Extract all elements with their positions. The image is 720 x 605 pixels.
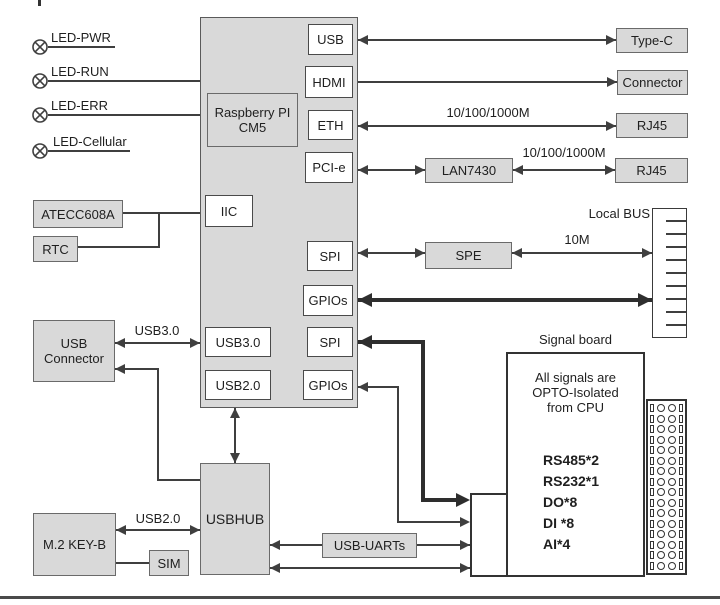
port-pcie	[305, 152, 353, 183]
rj45-bottom-label: RJ45	[636, 163, 667, 178]
connector-pin	[666, 246, 686, 248]
m2-keyb-label: M.2 KEY-B	[42, 537, 107, 552]
terminal-row	[650, 457, 683, 465]
arrowhead	[606, 121, 616, 131]
port-gpios-top	[303, 285, 353, 316]
port-usb2-label: USB2.0	[215, 377, 261, 393]
usb-connector-box	[33, 320, 115, 382]
connector-pin	[666, 285, 686, 287]
led-cellular-label: LED-Cellular	[53, 134, 127, 149]
led-run-label: LED-RUN	[51, 64, 109, 79]
arrowhead	[358, 121, 368, 131]
arrowhead	[607, 77, 617, 87]
sim-label: SIM	[157, 555, 181, 571]
terminal-row	[650, 530, 683, 538]
usb3-link-line	[115, 342, 200, 344]
cutoff-text-fragment	[38, 0, 41, 6]
usbhub-box	[200, 463, 270, 575]
lan7430-box	[425, 158, 513, 183]
sim-box	[149, 550, 189, 576]
port-eth	[308, 110, 353, 140]
connector-pin	[666, 220, 686, 222]
arrowhead	[270, 563, 280, 573]
atecc-iic-line	[123, 212, 206, 214]
gpios-localbus-line	[358, 298, 652, 302]
led-cellular-line	[48, 150, 130, 152]
arrowhead	[230, 408, 240, 418]
spi2-line-h2	[421, 498, 458, 502]
port-usb	[308, 24, 353, 55]
terminal-row	[650, 415, 683, 423]
usb-connector-line2: Connector	[44, 351, 104, 366]
atecc608a-box	[33, 200, 123, 228]
port-usb3-label: USB3.0	[215, 334, 261, 350]
atecc608a-label: ATECC608A	[41, 206, 115, 222]
connector-box	[617, 70, 688, 95]
arrowhead	[415, 248, 425, 258]
rtc-label: RTC	[42, 241, 69, 257]
terminal-row	[650, 425, 683, 433]
typec-label: Type-C	[631, 33, 673, 48]
led-indicator-icon	[32, 73, 48, 89]
cpu-name-line2: CM5	[238, 120, 267, 135]
arrowhead	[116, 525, 126, 535]
cpu-name-line1: Raspberry PI	[214, 105, 291, 120]
connector-pin	[666, 324, 686, 326]
m2-keyb-box	[33, 513, 116, 576]
port-spi-bottom	[307, 327, 353, 357]
signal-item: DI *8	[543, 515, 575, 531]
arrowhead	[513, 165, 523, 175]
usb2-link-line	[116, 529, 200, 531]
note-line1: All signals are	[535, 370, 616, 385]
terminal-row	[650, 404, 683, 412]
arrowhead	[638, 293, 652, 307]
hdmi-connector-line	[358, 81, 617, 83]
usb-typec-line	[358, 39, 616, 41]
hub-signal-line2	[270, 567, 470, 569]
arrowhead	[415, 165, 425, 175]
gpios2-line-h2	[397, 521, 460, 523]
arrowhead	[190, 525, 200, 535]
arrowhead	[115, 338, 125, 348]
rtc-line	[78, 246, 160, 248]
rj45-top-box	[616, 113, 688, 138]
port-spi-top	[307, 241, 353, 271]
rj45-top-label: RJ45	[636, 118, 668, 133]
port-usb3	[205, 327, 271, 357]
port-gpios-top-label: GPIOs	[308, 293, 348, 308]
terminal-row	[650, 499, 683, 507]
arrowhead	[358, 35, 368, 45]
hub-usbc-line-v	[157, 368, 159, 481]
usb-connector-line1: USB	[60, 336, 88, 351]
port-hdmi-label: HDMI	[312, 74, 346, 90]
terminal-row	[650, 478, 683, 486]
arrowhead	[358, 165, 368, 175]
arrowhead	[190, 338, 200, 348]
terminal-row	[650, 436, 683, 444]
pcie-speed-label: 10/100/1000M	[522, 145, 606, 160]
terminal-row	[650, 446, 683, 454]
local-bus-label: Local BUS	[588, 206, 650, 221]
arrowhead	[605, 165, 615, 175]
port-gpios-bottom	[303, 370, 353, 400]
arrowhead	[358, 335, 372, 349]
port-usb2	[205, 370, 271, 400]
arrowhead	[460, 563, 470, 573]
led-indicator-icon	[32, 39, 48, 55]
arrowhead	[230, 453, 240, 463]
usb2-link-label: USB2.0	[135, 511, 181, 526]
usb-uarts-box	[322, 533, 417, 558]
arrowhead	[358, 382, 368, 392]
connector-pin	[666, 272, 686, 274]
signal-item: RS232*1	[543, 473, 600, 489]
spi2-line-v	[421, 340, 425, 502]
port-hdmi	[305, 66, 353, 98]
spe-box	[425, 242, 512, 269]
terminal-block-connector	[646, 399, 687, 575]
terminal-row	[650, 488, 683, 496]
rj45-bottom-box	[615, 158, 688, 183]
signal-board-note	[508, 370, 643, 415]
terminal-row	[650, 520, 683, 528]
port-gpios-bottom-label: GPIOs	[308, 377, 348, 393]
led-indicator-icon	[32, 143, 48, 159]
raspberry-pi-cm5-box	[207, 93, 298, 147]
arrowhead	[115, 364, 125, 374]
rtc-junction-vline	[158, 212, 160, 248]
signal-list	[543, 450, 599, 555]
note-line3: from CPU	[546, 400, 605, 415]
arrowhead	[358, 293, 372, 307]
usbhub-label: USBHUB	[205, 510, 265, 527]
connector-pin	[666, 233, 686, 235]
spe-speed-label: 10M	[564, 232, 590, 247]
lan7430-label: LAN7430	[441, 163, 497, 178]
arrowhead	[456, 493, 470, 507]
connector-pin	[666, 298, 686, 300]
arrowhead	[512, 248, 522, 258]
led-err-label: LED-ERR	[51, 98, 109, 113]
signal-board-title: Signal board	[539, 332, 612, 347]
port-eth-label: ETH	[317, 117, 344, 133]
port-iic	[205, 195, 253, 227]
usb3-link-label: USB3.0	[134, 323, 180, 338]
terminal-row	[650, 467, 683, 475]
eth-rj45-line	[358, 125, 616, 127]
signal-item: RS485*2	[543, 452, 600, 468]
m2-sim-line	[116, 562, 149, 564]
led-pwr-line	[48, 46, 115, 48]
eth-speed-label: 10/100/1000M	[446, 105, 530, 120]
local-bus-connector	[652, 208, 687, 338]
page-divider	[0, 596, 720, 599]
arrowhead	[460, 517, 470, 527]
gpios2-line-v	[397, 386, 399, 523]
port-pcie-label: PCI-e	[312, 160, 346, 175]
note-line2: OPTO-Isolated	[532, 385, 619, 400]
arrowhead	[270, 540, 280, 550]
signal-item: DO*8	[543, 494, 578, 510]
typec-box	[616, 28, 688, 53]
arrowhead	[358, 248, 368, 258]
arrowhead	[460, 540, 470, 550]
usb-uarts-label: USB-UARTs	[333, 538, 406, 553]
port-iic-label: IIC	[220, 203, 238, 219]
led-indicator-icon	[32, 107, 48, 123]
terminal-row	[650, 551, 683, 559]
connector-pin	[666, 311, 686, 313]
terminal-row	[650, 509, 683, 517]
spe-localbus-line	[512, 252, 652, 254]
arrowhead	[642, 248, 652, 258]
led-pwr-label: LED-PWR	[51, 30, 111, 45]
terminal-row	[650, 541, 683, 549]
arrowhead	[606, 35, 616, 45]
port-spi-bottom-label: SPI	[319, 334, 341, 350]
terminal-row	[650, 562, 683, 570]
port-spi-top-label: SPI	[319, 248, 341, 264]
hub-usbc-line-h2	[157, 479, 200, 481]
led-err-line	[48, 114, 200, 116]
port-usb-label: USB	[317, 32, 344, 47]
connector-label: Connector	[622, 75, 683, 90]
signal-board-input-box	[470, 493, 508, 577]
spe-label: SPE	[455, 248, 482, 263]
signal-item: AI*4	[543, 536, 571, 552]
lan-rj45-line	[513, 169, 615, 171]
rtc-box	[33, 236, 78, 262]
led-run-line	[48, 80, 200, 82]
connector-pin	[666, 259, 686, 261]
